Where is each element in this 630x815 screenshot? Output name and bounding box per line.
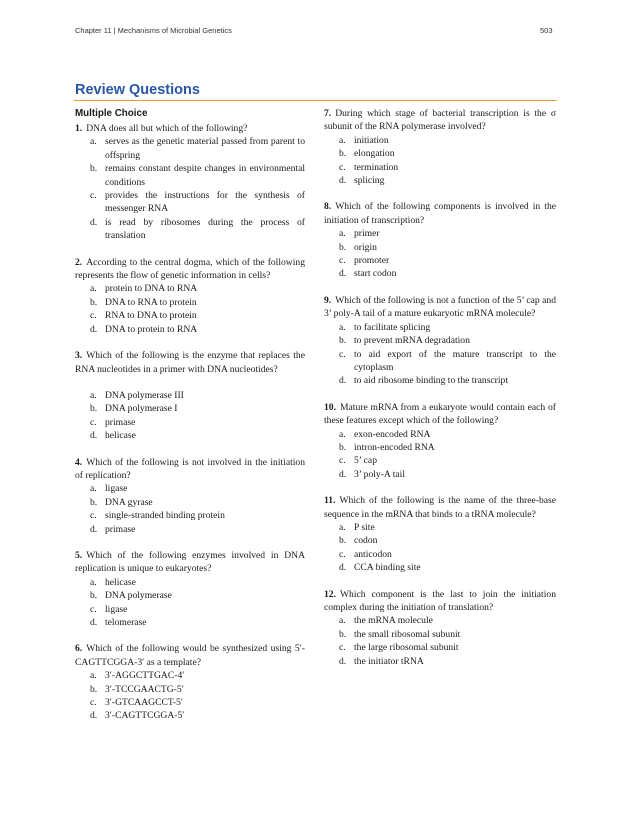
option-text: DNA polymerase: [105, 590, 172, 602]
question-text: According to the central dogma, which of the following represents the flow of genetic information in cells?: [75, 256, 305, 282]
left-column: [75, 107, 305, 736]
question-number: 12.: [324, 588, 336, 600]
left-question-list: [75, 122, 305, 723]
question-number: 3.: [75, 350, 83, 362]
option-text: to facilitate splicing: [354, 321, 431, 333]
option-letter: a.: [90, 283, 97, 295]
answer-option: [324, 655, 556, 668]
option-letter: b.: [339, 535, 347, 547]
answer-option: [75, 162, 305, 189]
option-text: intron-encoded RNA: [354, 441, 435, 453]
option-letter: d.: [90, 323, 98, 335]
option-text: helicase: [105, 430, 136, 442]
option-letter: d.: [339, 655, 347, 667]
answer-option: [75, 709, 305, 722]
option-text: DNA polymerase I: [105, 403, 178, 415]
answer-option: [324, 441, 556, 454]
option-letter: c.: [339, 455, 346, 467]
spacer: [75, 376, 305, 389]
option-letter: a.: [90, 483, 97, 495]
page-number: 503: [540, 26, 553, 35]
question-text: Which of the following is the enzyme that replaces the RNA nucleotides in a primer with DNA nucleotides?: [75, 350, 305, 375]
option-letter: a.: [339, 228, 346, 240]
answer-option: [75, 323, 305, 336]
option-letter: c.: [90, 697, 97, 709]
answer-option: [75, 509, 305, 522]
question-number: 9.: [324, 294, 332, 306]
answer-options: [324, 614, 556, 668]
option-letter: c.: [339, 348, 346, 360]
answer-option: [324, 267, 556, 280]
answer-option: [75, 523, 305, 536]
answer-option: [324, 428, 556, 441]
option-letter: a.: [90, 576, 97, 588]
answer-options: [324, 134, 556, 188]
answer-option: [324, 161, 556, 174]
answer-options: [75, 576, 305, 630]
question-stem: [75, 456, 305, 483]
answer-option: [324, 534, 556, 547]
option-letter: c.: [90, 190, 97, 202]
option-letter: c.: [90, 416, 97, 428]
question-text: Which of the following components is involved in the initiation of transcription?: [324, 201, 556, 226]
section-title: Review Questions: [75, 82, 200, 98]
option-text: the small ribosomal subunit: [354, 628, 461, 640]
question-stem: [75, 549, 305, 576]
option-letter: b.: [90, 590, 98, 602]
answer-option: [75, 282, 305, 295]
option-letter: b.: [339, 335, 347, 347]
option-text: 3′-TCCGAACTG-5′: [105, 683, 184, 695]
question-number: 11.: [324, 495, 336, 507]
question-stem: [324, 200, 556, 227]
option-text: RNA to DNA to protein: [105, 310, 197, 322]
answer-options: [75, 669, 305, 723]
question-number: 10.: [324, 401, 336, 413]
option-text: DNA polymerase III: [105, 389, 184, 401]
option-text: remains constant despite changes in environmental conditions: [105, 163, 305, 188]
option-letter: b.: [339, 148, 347, 160]
question-number: 1.: [75, 123, 83, 134]
option-text: DNA to protein to RNA: [105, 323, 198, 335]
answer-option: [75, 603, 305, 616]
option-text: telomerase: [105, 617, 147, 628]
option-text: ligase: [105, 483, 128, 495]
option-letter: b.: [339, 628, 347, 640]
option-text: origin: [354, 241, 377, 253]
option-text: 3’ poly-A tail: [354, 468, 405, 480]
answer-option: [324, 374, 556, 387]
answer-option: [324, 614, 556, 627]
answer-option: [75, 589, 305, 602]
option-text: provides the instructions for the synthesis of messenger RNA: [105, 190, 305, 215]
option-letter: d.: [339, 375, 347, 387]
question: [324, 588, 556, 668]
question-number: 7.: [324, 108, 332, 119]
option-text: to prevent mRNA degradation: [354, 335, 470, 347]
answer-option: [75, 669, 305, 682]
question-number: 4.: [75, 456, 83, 468]
question-text: Which of the following would be synthesized using 5′-CAGTTCGGA-3′ as a template?: [75, 643, 305, 668]
option-letter: a.: [339, 521, 346, 533]
answer-option: [324, 334, 556, 347]
answer-option: [324, 134, 556, 147]
answer-options: [324, 227, 556, 281]
option-letter: d.: [339, 175, 347, 187]
option-letter: d.: [339, 468, 347, 480]
question: [75, 349, 305, 442]
answer-option: [324, 147, 556, 160]
option-text: elongation: [354, 148, 395, 160]
option-letter: a.: [90, 670, 97, 682]
option-text: 3′-AGGCTTGAC-4′: [105, 670, 185, 682]
option-text: DNA gyrase: [105, 496, 153, 508]
answer-option: [324, 548, 556, 561]
question: [324, 494, 556, 574]
option-text: primase: [105, 416, 136, 428]
question-text: Which of the following enzymes involved in DNA replication is unique to eukaryotes?: [75, 549, 305, 575]
option-letter: c.: [90, 510, 97, 522]
option-letter: b.: [90, 163, 98, 175]
question: [324, 294, 556, 388]
question: [324, 107, 556, 187]
question-number: 5.: [75, 549, 83, 561]
answer-option: [324, 561, 556, 574]
answer-option: [75, 296, 305, 309]
option-text: codon: [354, 535, 378, 547]
question-number: 6.: [75, 643, 83, 655]
right-column: [324, 107, 556, 681]
answer-options: [324, 428, 556, 482]
option-text: helicase: [105, 576, 136, 588]
option-text: ligase: [105, 603, 128, 615]
option-text: promoter: [354, 255, 390, 267]
question-text: During which stage of bacterial transcription is the σ subunit of the RNA polymerase involved?: [324, 108, 556, 133]
answer-option: [75, 576, 305, 589]
option-letter: a.: [339, 134, 346, 146]
answer-option: [324, 321, 556, 334]
option-letter: d.: [90, 710, 98, 722]
section-rule: [74, 100, 557, 101]
option-letter: c.: [339, 161, 346, 173]
option-letter: c.: [339, 548, 346, 560]
option-text: 3′-GTCAAGCCT-5′: [105, 697, 183, 709]
answer-options: [75, 389, 305, 443]
option-text: the mRNA molecule: [354, 615, 433, 627]
question-stem: [324, 107, 556, 134]
option-text: the large ribosomal subunit: [354, 642, 459, 654]
option-text: is read by ribosomes during the process of translation: [105, 216, 305, 242]
answer-option: [75, 402, 305, 415]
answer-option: [75, 696, 305, 709]
answer-option: [75, 216, 305, 243]
option-letter: b.: [90, 296, 98, 308]
question-stem: [324, 588, 556, 615]
answer-option: [75, 482, 305, 495]
option-letter: d.: [339, 268, 347, 280]
option-text: 3′-CAGTTCGGA-5′: [105, 710, 185, 722]
option-letter: b.: [339, 241, 347, 253]
question-text: Which component is the last to join the initiation complex during the initiation of translation?: [324, 588, 556, 613]
option-text: P site: [354, 521, 375, 533]
option-text: to aid ribosome binding to the transcript: [354, 375, 509, 387]
option-text: primer: [354, 228, 380, 240]
option-text: DNA to RNA to protein: [105, 296, 197, 308]
answer-option: [324, 468, 556, 481]
question: [75, 122, 305, 243]
option-letter: a.: [90, 389, 97, 401]
question-text: Which of the following is not a function of the 5’ cap and 3’ poly-A tail of a mature eukaryotic mRNA molecule?: [324, 294, 556, 320]
answer-options: [324, 321, 556, 388]
option-letter: a.: [339, 615, 346, 627]
option-text: 5’ cap: [354, 455, 377, 467]
question: [75, 256, 305, 336]
answer-option: [324, 641, 556, 654]
option-letter: d.: [90, 523, 98, 535]
option-letter: a.: [339, 428, 346, 440]
question-stem: [324, 494, 556, 521]
question: [324, 200, 556, 280]
option-letter: d.: [90, 430, 98, 442]
answer-option: [75, 496, 305, 509]
option-text: serves as the genetic material passed from parent to offspring: [105, 136, 305, 161]
question-stem: [75, 122, 305, 135]
answer-options: [75, 135, 305, 242]
option-text: splicing: [354, 175, 385, 187]
option-letter: d.: [339, 562, 347, 574]
question-number: 2.: [75, 256, 83, 268]
option-text: initiation: [354, 134, 389, 146]
option-text: termination: [354, 161, 399, 173]
answer-option: [324, 174, 556, 187]
question-text: Which of the following is not involved in the initiation of replication?: [75, 456, 305, 481]
option-text: the initiator tRNA: [354, 655, 424, 667]
answer-option: [324, 241, 556, 254]
question: [75, 549, 305, 629]
question-text: Mature mRNA from a eukaryote would contain each of these features except which of the following?: [324, 401, 556, 427]
option-letter: a.: [90, 136, 97, 148]
question-stem: [75, 349, 305, 376]
option-text: anticodon: [354, 548, 392, 560]
answer-option: [75, 616, 305, 629]
answer-option: [324, 521, 556, 534]
running-header-chapter: Chapter 11 | Mechanisms of Microbial Genetics: [75, 26, 232, 35]
option-letter: b.: [339, 441, 347, 453]
answer-option: [75, 309, 305, 322]
option-letter: d.: [90, 216, 98, 228]
question-stem: [324, 401, 556, 428]
option-text: primase: [105, 523, 136, 535]
question-text: DNA does all but which of the following?: [86, 123, 248, 134]
answer-options: [75, 282, 305, 336]
answer-option: [75, 416, 305, 429]
question: [75, 642, 305, 722]
option-letter: c.: [339, 642, 346, 654]
question-text: Which of the following is the name of the three-base sequence in the mRNA that binds to a tRNA molecule?: [324, 495, 556, 520]
option-text: to aid export of the mature transcript to the cytoplasm: [354, 348, 556, 373]
option-letter: c.: [90, 310, 97, 322]
option-letter: a.: [339, 321, 346, 333]
option-text: start codon: [354, 268, 397, 280]
option-text: single-stranded binding protein: [105, 510, 225, 522]
option-letter: b.: [90, 403, 98, 415]
answer-option: [324, 254, 556, 267]
question-stem: [75, 642, 305, 669]
option-letter: c.: [339, 255, 346, 267]
answer-option: [75, 135, 305, 162]
answer-option: [324, 227, 556, 240]
option-letter: b.: [90, 683, 98, 695]
option-letter: b.: [90, 496, 98, 508]
answer-option: [75, 429, 305, 442]
question-stem: [75, 256, 305, 283]
question: [324, 401, 556, 481]
answer-option: [324, 454, 556, 467]
question-number: 8.: [324, 201, 332, 213]
option-text: CCA binding site: [354, 562, 421, 574]
right-question-list: [324, 107, 556, 668]
answer-option: [75, 683, 305, 696]
answer-option: [75, 389, 305, 402]
option-text: protein to DNA to RNA: [105, 283, 198, 295]
option-text: exon-encoded RNA: [354, 428, 431, 440]
subsection-title: Multiple Choice: [75, 108, 148, 119]
option-letter: c.: [90, 603, 97, 615]
option-letter: d.: [90, 617, 98, 628]
answer-option: [75, 189, 305, 216]
question: [75, 456, 305, 536]
answer-options: [75, 482, 305, 536]
answer-option: [324, 628, 556, 641]
answer-options: [324, 521, 556, 575]
answer-option: [324, 348, 556, 375]
question-stem: [324, 294, 556, 321]
